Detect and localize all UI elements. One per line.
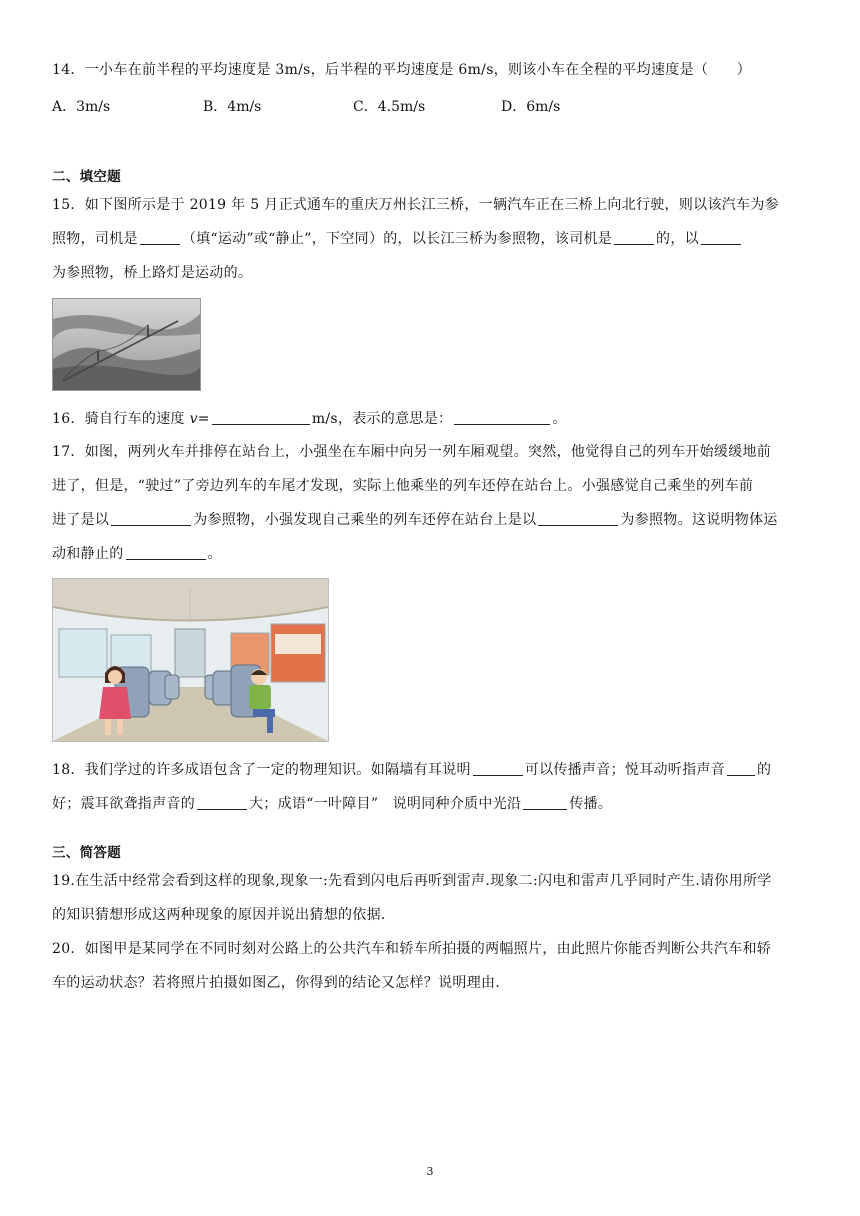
q14-option-d: D．6m/s <box>501 99 561 115</box>
q14-option-a: A．3m/s <box>52 99 111 115</box>
section-heading-short-answer: 三、简答题 <box>52 845 121 861</box>
q17-line-1: 17．如图，两列火车并排停在站台上，小强坐在车厢中向另一列车厢观望。突然，他觉得自己的列车开始缓缓地前 <box>52 444 772 460</box>
section-heading-fill-blank: 二、填空题 <box>52 169 121 185</box>
q19-line-2: 的知识猜想形成这两种现象的原因并说出猜想的依据. <box>52 907 386 923</box>
q15-line-2: 照物，司机是 （填“运动”或“静止”，下空同）的，以长江三桥为参照物，该司机是 的，以 <box>52 229 743 249</box>
q18-line-2: 好；震耳欲聋指声音的 大；成语“一叶障目” 说明同种介质中光沿 传播。 <box>52 796 613 812</box>
q14-stem: 14．一小车在前半程的平均速度是 3m/s，后半程的平均速度是 6m/s，则该小车在全程的平均速度是（ ） <box>52 62 752 78</box>
q18-blank-4[interactable] <box>523 795 567 810</box>
q15-line-1: 15．如下图所示是于 2019 年 5 月正式通车的重庆万州长江三桥，一辆汽车正在三桥上向北行驶，则以该汽车为参 <box>52 197 779 213</box>
q17-blank-3[interactable] <box>126 545 206 560</box>
q19-line-1: 19.在生活中经常会看到这样的现象,现象一:先看到闪电后再听到雷声.现象二:闪电和雷声几乎同时产生.请你用所学 <box>52 873 772 889</box>
q18-blank-1[interactable] <box>473 761 523 776</box>
q18-line-1: 18．我们学过的许多成语包含了一定的物理知识。如隔墙有耳说明 可以传播声音；悦耳动听指声音 的 <box>52 762 772 778</box>
q17-blank-1[interactable] <box>111 511 191 526</box>
q15-blank-1[interactable] <box>140 230 180 245</box>
q15-line-3: 为参照物，桥上路灯是运动的。 <box>52 265 253 281</box>
q17-line-2: 进了，但是，“驶过”了旁边列车的车尾才发现，实际上他乘坐的列车还停在站台上。小强感觉自己乘坐的列车前 <box>52 478 754 494</box>
q20-line-2: 车的运动状态？若将照片拍摄如图乙，你得到的结论又怎样？说明理由. <box>52 975 501 991</box>
q15-blank-3[interactable] <box>701 230 741 245</box>
q17-line-3: 进了是以 为参照物，小强发现自己乘坐的列车还停在站台上是以 为参照物。这说明物体运 <box>52 512 778 528</box>
page-number: 3 <box>426 1165 434 1178</box>
q20-line-1: 20．如图甲是某同学在不同时刻对公路上的公共汽车和轿车所拍摄的两幅照片，由此照片你能否判断公共汽车和轿 <box>52 941 772 957</box>
q16-blank-1[interactable] <box>212 410 310 425</box>
q18-blank-2[interactable] <box>727 761 755 776</box>
q14-option-b: B．4m/s <box>203 99 262 115</box>
q16-line: 16．骑自行车的速度 v= m/s，表示的意思是： 。 <box>52 411 567 427</box>
q17-blank-2[interactable] <box>538 511 618 526</box>
q16-blank-2[interactable] <box>454 410 550 425</box>
q18-blank-3[interactable] <box>197 795 247 810</box>
q17-line-4: 动和静止的 。 <box>52 546 222 562</box>
q14-option-c: C．4.5m/s <box>353 99 426 115</box>
bridge-photo <box>52 298 201 391</box>
train-interior-illustration <box>52 578 329 742</box>
q15-blank-2[interactable] <box>614 230 654 245</box>
